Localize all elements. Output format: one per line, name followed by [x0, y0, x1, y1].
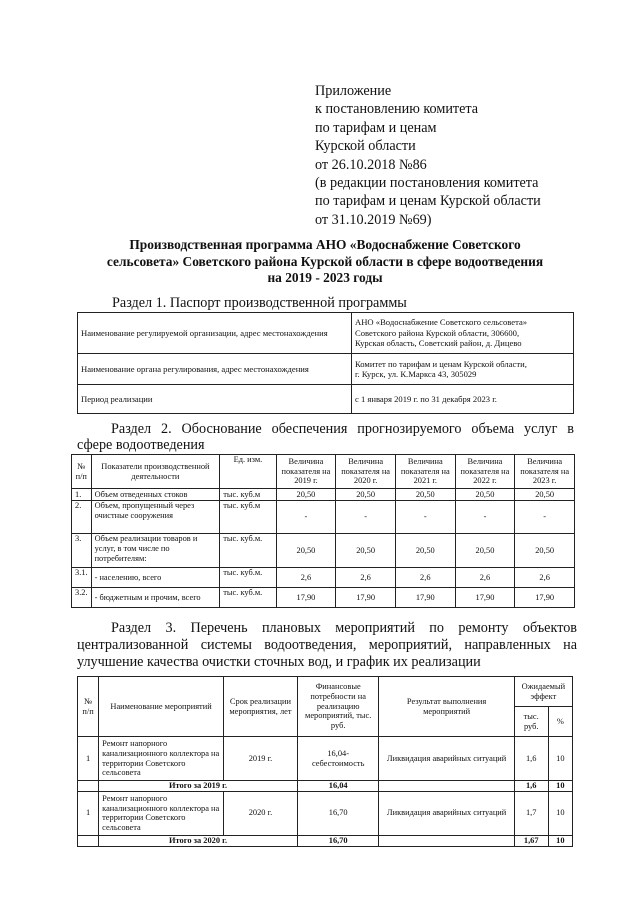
cell-empty	[379, 781, 514, 792]
cell-name: - бюджетным и прочим, всего	[91, 588, 220, 608]
cell-value: 20,50	[395, 534, 455, 568]
col-header-year: Величина показателя на 2019 г.	[276, 455, 336, 489]
table-row	[72, 588, 575, 608]
col-header-finance: Финансовые потребности на реализацию мероприятий, тыс. руб.	[297, 677, 378, 737]
heading-line: централизованной системы водоотведения, мероприятий, направленных на	[77, 637, 577, 653]
value-line: Курская область, Советский район, д. Дицево	[355, 338, 522, 349]
title-line: на 2019 - 2023 годы	[267, 270, 383, 286]
cell-value: 17,90	[336, 588, 396, 608]
section2-heading	[77, 421, 574, 453]
table-row	[72, 501, 575, 534]
cell-value: 20,50	[455, 534, 515, 568]
cell-num: 3.1.	[72, 568, 92, 588]
appendix-line: по тарифам и ценам Курской области	[315, 193, 541, 210]
total-finance: 16,70	[297, 835, 378, 846]
col-header-name: Наименование мероприятий	[99, 677, 224, 737]
total-row	[78, 781, 573, 792]
col-header-result: Результат выполнения мероприятий	[379, 677, 514, 737]
measures-table	[77, 676, 573, 847]
appendix-line: от 31.10.2019 №69)	[315, 211, 432, 228]
total-effect-pct: 10	[548, 781, 572, 792]
table-row	[78, 791, 573, 835]
cell-value: -	[336, 501, 396, 534]
table-row	[78, 737, 573, 781]
col-header-effect: Ожидаемый эффект	[514, 677, 572, 707]
table-header-row	[78, 677, 573, 707]
cell-value: 17,90	[276, 588, 336, 608]
value-line: АНО «Водоснабжение Советского сельсовета»	[355, 317, 528, 328]
cell-num: 3.	[72, 534, 92, 568]
value-line: г. Курск, ул. К.Маркса 43, 305029	[355, 369, 477, 379]
cell-value: -	[276, 501, 336, 534]
cell-value: 17,90	[395, 588, 455, 608]
passport-label: Наименование органа регулирования, адрес местонахождения	[78, 354, 352, 385]
section3-heading	[77, 620, 577, 671]
cell-value: 20,50	[515, 489, 575, 501]
cell-name: - населению, всего	[91, 568, 220, 588]
heading-line: Раздел 3. Перечень плановых мероприятий по ремонту объектов	[111, 620, 577, 636]
total-effect-pct: 10	[548, 835, 572, 846]
col-header-num: № п/п	[78, 677, 99, 737]
cell-value: 2,6	[515, 568, 575, 588]
col-header-year: Величина показателя на 2020 г.	[336, 455, 396, 489]
cell-finance: 16,04- себестоимость	[297, 737, 378, 781]
cell-empty	[379, 835, 514, 846]
col-header-effect-pct: %	[548, 707, 572, 737]
appendix-line: Приложение	[315, 83, 392, 99]
table-row	[72, 568, 575, 588]
passport-value	[352, 313, 574, 354]
cell-value: -	[455, 501, 515, 534]
document-title	[95, 237, 555, 287]
passport-label: Период реализации	[78, 385, 352, 414]
total-label: Итого за 2019 г.	[99, 781, 298, 792]
total-row	[78, 835, 573, 846]
table-row	[78, 313, 574, 354]
col-header-num: № п/п	[72, 455, 92, 489]
cell-effect-pct: 10	[548, 737, 572, 781]
table-row	[72, 534, 575, 568]
cell-result: Ликвидация аварийных ситуаций	[379, 791, 514, 835]
passport-value	[352, 385, 574, 414]
cell-value: 20,50	[336, 534, 396, 568]
services-volume-table	[71, 454, 575, 608]
cell-value: 2,6	[336, 568, 396, 588]
appendix-line: по тарифам и ценам	[315, 119, 437, 136]
table-row	[78, 385, 574, 414]
value-line: Советского района Курской области, 306600,	[355, 327, 520, 338]
cell-num: 1.	[72, 489, 92, 501]
cell-unit: тыс. куб.м.	[220, 568, 276, 588]
table-row	[72, 489, 575, 501]
title-line: сельсовета» Советского района Курской области в сфере водоотведения	[106, 253, 544, 269]
cell-value: 20,50	[515, 534, 575, 568]
cell-value: 20,50	[336, 489, 396, 501]
appendix-line: к постановлению комитета	[315, 101, 479, 118]
cell-value: 20,50	[395, 489, 455, 501]
cell-effect-rub: 1,7	[514, 791, 548, 835]
col-header-year: Величина показателя на 2023 г.	[515, 455, 575, 489]
cell-name: Объем реализации товаров и услуг, в том числе по потребителям:	[91, 534, 220, 568]
heading-line: Раздел 2. Обоснование обеспечения прогнозируемого объема услуг в	[111, 421, 574, 437]
cell-num: 1	[78, 737, 99, 781]
cell-unit: тыс. куб.м.	[220, 534, 276, 568]
total-label: Итого за 2020 г.	[99, 835, 298, 846]
cell-value: 20,50	[276, 534, 336, 568]
cell-effect-pct: 10	[548, 791, 572, 835]
cell-num: 2.	[72, 501, 92, 534]
appendix-line: от 26.10.2018 №86	[315, 156, 427, 173]
cell-value: 20,50	[276, 489, 336, 501]
section1-heading: Раздел 1. Паспорт производственной программы	[112, 295, 407, 311]
cell-value: 17,90	[455, 588, 515, 608]
total-effect-rub: 1,6	[514, 781, 548, 792]
cell-name: Объем отведенных стоков	[91, 489, 220, 501]
title-line: Производственная программа АНО «Водоснабжение Советского	[129, 237, 521, 252]
passport-label: Наименование регулируемой организации, адрес местонахождения	[78, 313, 352, 354]
cell-effect-rub: 1,6	[514, 737, 548, 781]
cell-name: Ремонт напорного канализационного коллектора на территории Советского сельсовета	[99, 737, 224, 781]
cell-value: 2,6	[455, 568, 515, 588]
value-line: с 1 января 2019 г. по 31 декабря 2023 г.	[355, 393, 497, 404]
heading-line: улучшение качества очистки сточных вод, и график их реализации	[77, 654, 481, 670]
cell-name: Ремонт напорного канализационного коллектора на территории Советского сельсовета	[99, 791, 224, 835]
cell-name: Объем, пропущенный через очистные сооружения	[91, 501, 220, 534]
col-header-year: Величина показателя на 2021 г.	[395, 455, 455, 489]
col-header-year: Величина показателя на 2022 г.	[455, 455, 515, 489]
passport-table	[77, 312, 574, 414]
cell-finance: 16,70	[297, 791, 378, 835]
value-line: Комитет по тарифам и ценам Курской области,	[355, 358, 527, 369]
cell-value: -	[515, 501, 575, 534]
cell-unit: тыс. куб.м.	[220, 588, 276, 608]
cell-unit: тыс. куб.м	[220, 501, 276, 534]
table-row	[78, 354, 574, 385]
cell-value: 17,90	[515, 588, 575, 608]
cell-term: 2020 г.	[223, 791, 297, 835]
total-finance: 16,04	[297, 781, 378, 792]
col-header-indicator: Показатели производственной деятельности	[91, 455, 220, 489]
cell-num: 1	[78, 791, 99, 835]
col-header-term: Срок реализации мероприятия, лет	[223, 677, 297, 737]
appendix-line: (в редакции постановления комитета	[315, 175, 539, 192]
col-header-effect-rub: тыс. руб.	[514, 707, 548, 737]
table-header-row	[72, 455, 575, 489]
cell-value: -	[395, 501, 455, 534]
cell-result: Ликвидация аварийных ситуаций	[379, 737, 514, 781]
cell-num: 3.2.	[72, 588, 92, 608]
appendix-block	[315, 82, 615, 229]
cell-value: 2,6	[276, 568, 336, 588]
cell-empty	[78, 781, 99, 792]
heading-line: сфере водоотведения	[77, 437, 205, 453]
appendix-line: Курской области	[315, 138, 416, 155]
passport-value	[352, 354, 574, 385]
cell-unit: тыс. куб.м	[220, 489, 276, 501]
cell-empty	[78, 835, 99, 846]
col-header-unit: Ед. изм.	[220, 455, 276, 489]
cell-value: 20,50	[455, 489, 515, 501]
cell-term: 2019 г.	[223, 737, 297, 781]
cell-value: 2,6	[395, 568, 455, 588]
total-effect-rub: 1,67	[514, 835, 548, 846]
